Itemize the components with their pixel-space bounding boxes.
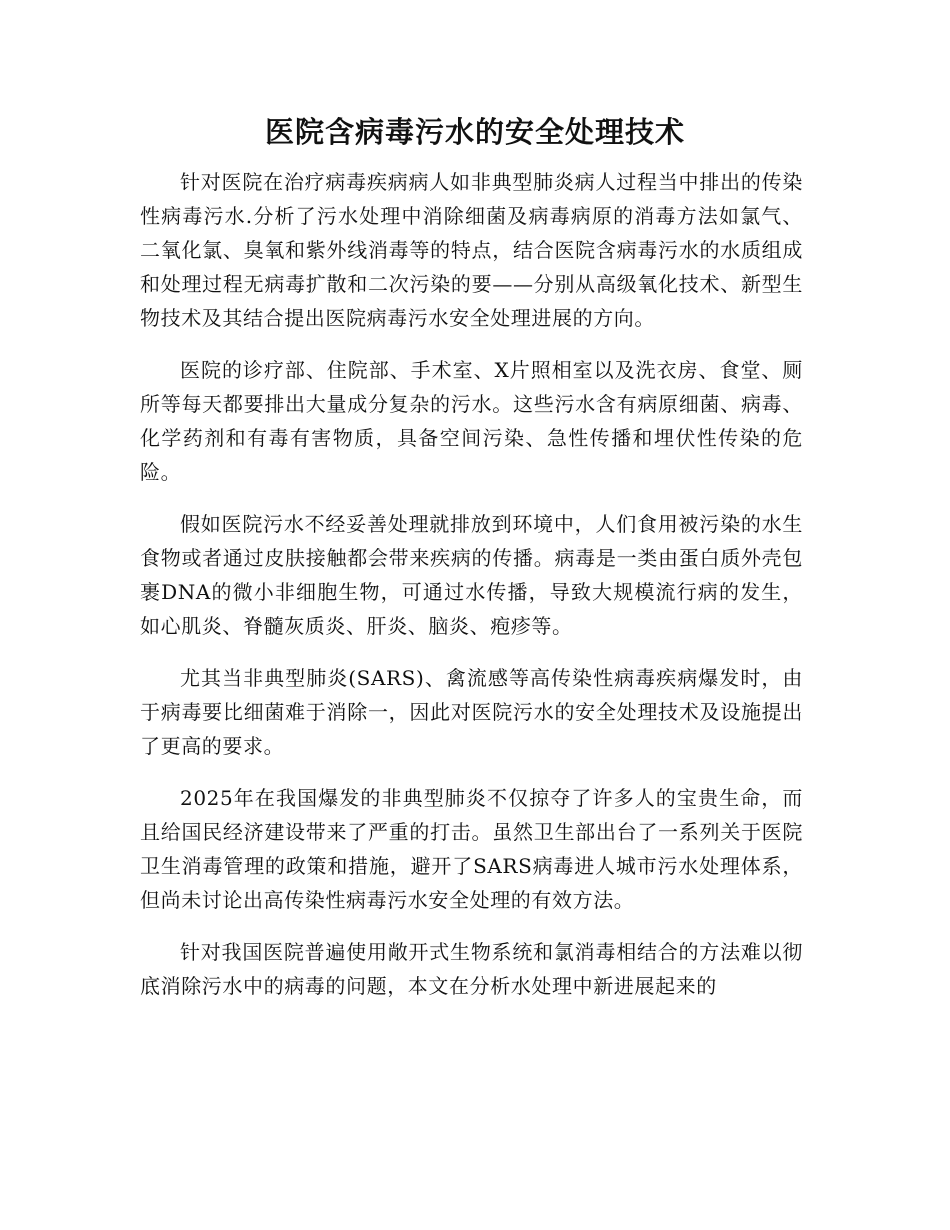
- paragraph-research-aim: 针对我国医院普遍使用敞开式生物系统和氯消毒相结合的方法难以彻底消除污水中的病毒的问题，本文在分析水处理中新进展起来的: [140, 940, 803, 998]
- paragraph-hospital-wastewater: 医院的诊疗部、住院部、手术室、X片照相室以及洗衣房、食堂、厕所等每天都要排出大量成分复杂的污水。这些污水含有病原细菌、病毒、化学药剂和有毒有害物质，具备空间污染、急性传播和埋伏性传染的危险。: [140, 358, 803, 484]
- paragraph-virus-transmission: 假如医院污水不经妥善处理就排放到环境中，人们食用被污染的水生食物或者通过皮肤接触都会带来疾病的传播。病毒是一类由蛋白质外壳包裹DNA的微小非细胞生物，可通过水传播，导致大规模流行病的发生，如心肌炎、脊髓灰质炎、肝炎、脑炎、疱疹等。: [140, 512, 803, 638]
- document-body: [140, 165, 803, 1021]
- paragraph-abstract: 针对医院在治疗病毒疾病病人如非典型肺炎病人过程当中排出的传染性病毒污水.分析了污水处理中消除细菌及病毒病原的消毒方法如氯气、二氧化氯、臭氧和紫外线消毒等的特点，结合医院含病毒污水的水质组成和处理过程无病毒扩散和二次污染的要——分别从高级氧化技术、新型生物技术及其结合提出医院病毒污水安全处理进展的方向。: [140, 170, 803, 330]
- document-title: 医院含病毒污水的安全处理技术: [264, 115, 685, 149]
- paragraph-sars-outbreak: 2025年在我国爆发的非典型肺炎不仅掠夺了许多人的宝贵生命，而且给国民经济建设带来了严重的打击。虽然卫生部出台了一系列关于医院卫生消毒管理的政策和措施，避开了SARS病毒进人城市污水处理体系，但尚未讨论出高传染性病毒污水安全处理的有效方法。: [140, 786, 803, 912]
- paragraph-sars-requirements: 尤其当非典型肺炎(SARS)、禽流感等高传染性病毒疾病爆发时，由于病毒要比细菌难于消除一，因此对医院污水的安全处理技术及设施提出了更高的要求。: [140, 666, 803, 758]
